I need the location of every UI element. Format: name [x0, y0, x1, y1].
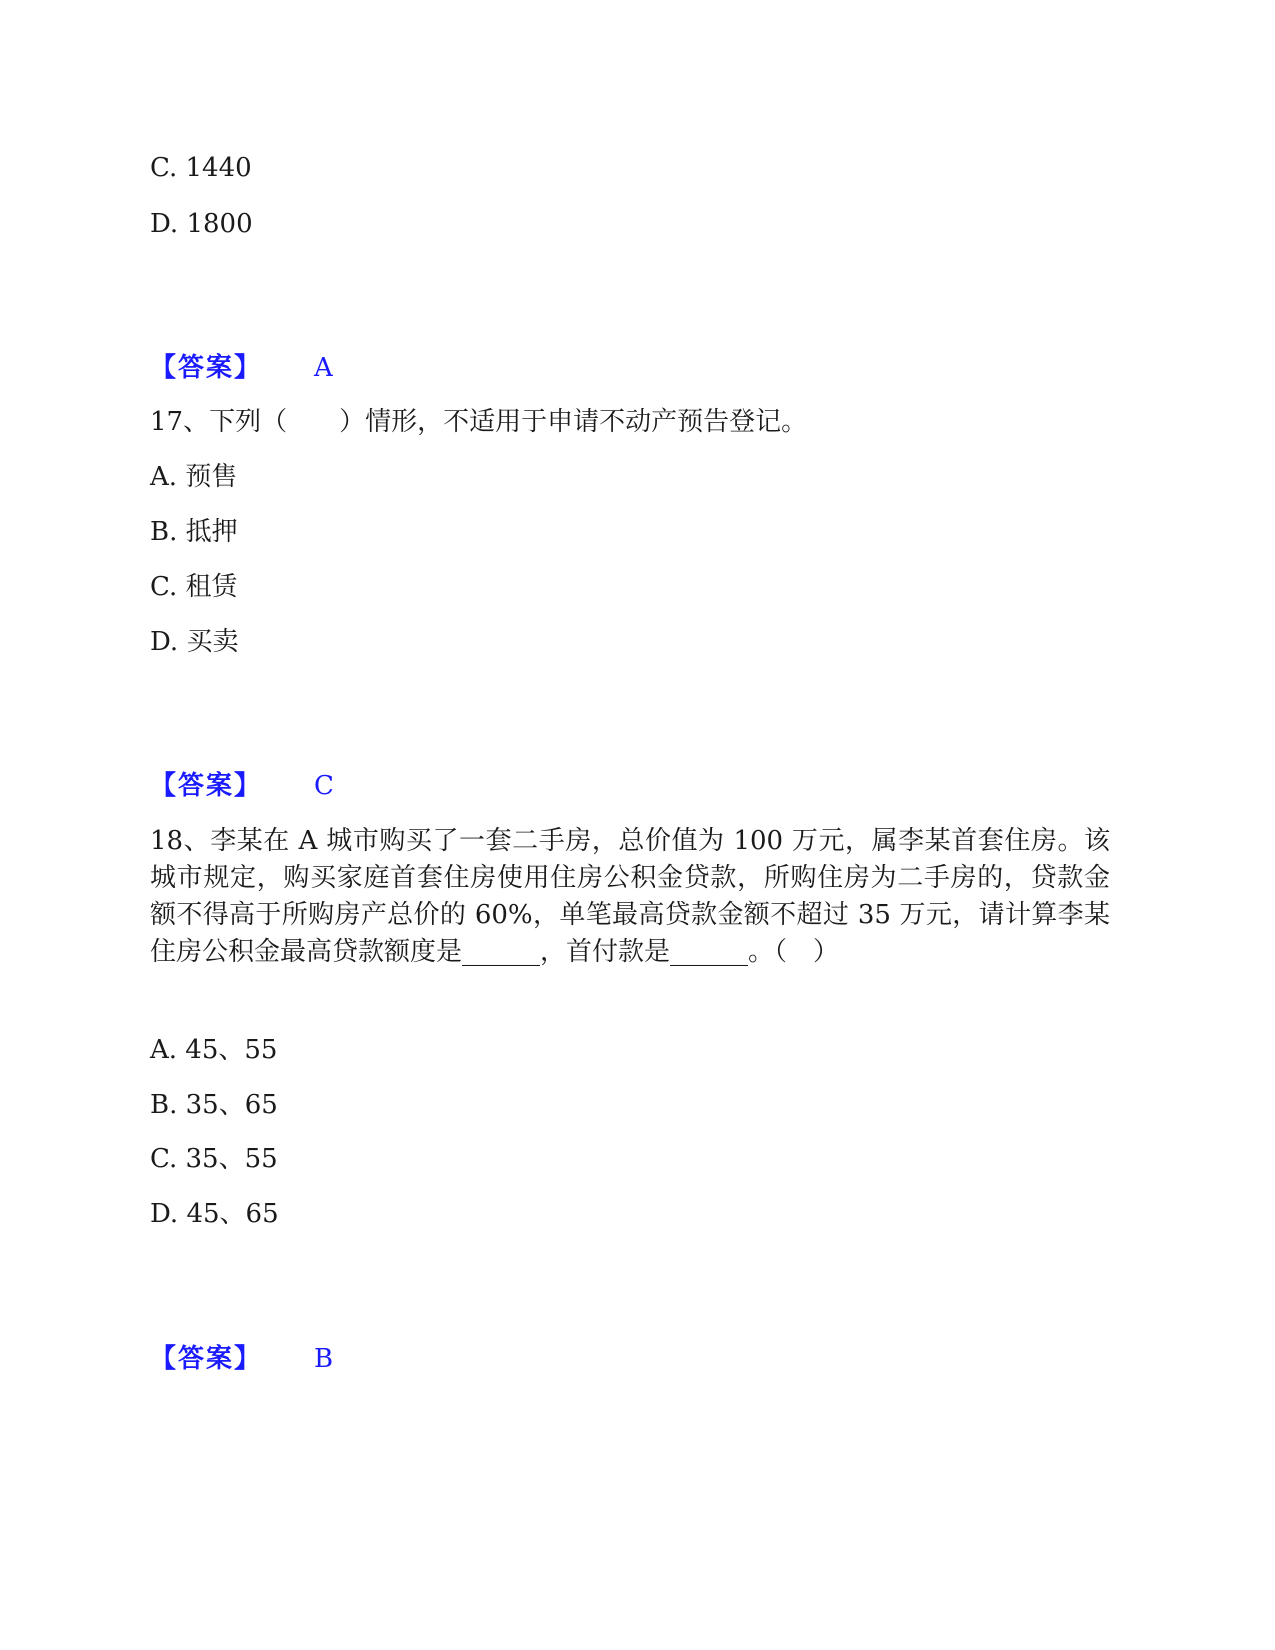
q16-option-c: C. 1440 [150, 153, 252, 183]
q17-answer [150, 770, 334, 802]
answer-value: C [314, 771, 334, 801]
q18-option-d: D. 45、65 [150, 1199, 279, 1229]
q17-stem: 17、下列（ ）情形，不适用于申请不动产预告登记。 [150, 407, 808, 437]
q17-option-b: B. 抵押 [150, 517, 238, 547]
q18-option-a: A. 45、55 [150, 1035, 278, 1065]
q18-answer [150, 1343, 333, 1375]
q17-option-a: A. 预售 [150, 462, 238, 492]
q17-option-c: C. 租赁 [150, 572, 238, 602]
answer-value: B [314, 1344, 334, 1374]
q18-stem: 18、李某在 A 城市购买了一套二手房，总价值为 100 万元，属李某首套住房。该城市规定，购买家庭首套住房使用住房公积金贷款，所购住房为二手房的，贷款金额不得高于所购房产总价的 60%，单笔最高贷款金额不超过 35 万元，请计算李某住房公积金最高贷款额度是______，首付款是______。（ ） [150, 826, 1110, 967]
q17-option-d: D. 买卖 [150, 627, 239, 657]
q16-answer [150, 352, 333, 384]
q18-option-b: B. 35、65 [150, 1090, 278, 1120]
answer-label: 【答案】 [150, 1344, 263, 1374]
q18-option-c: C. 35、55 [150, 1144, 278, 1174]
answer-label: 【答案】 [150, 353, 263, 383]
q16-option-d: D. 1800 [150, 209, 253, 239]
answer-value: A [314, 353, 333, 383]
answer-label: 【答案】 [150, 771, 263, 801]
